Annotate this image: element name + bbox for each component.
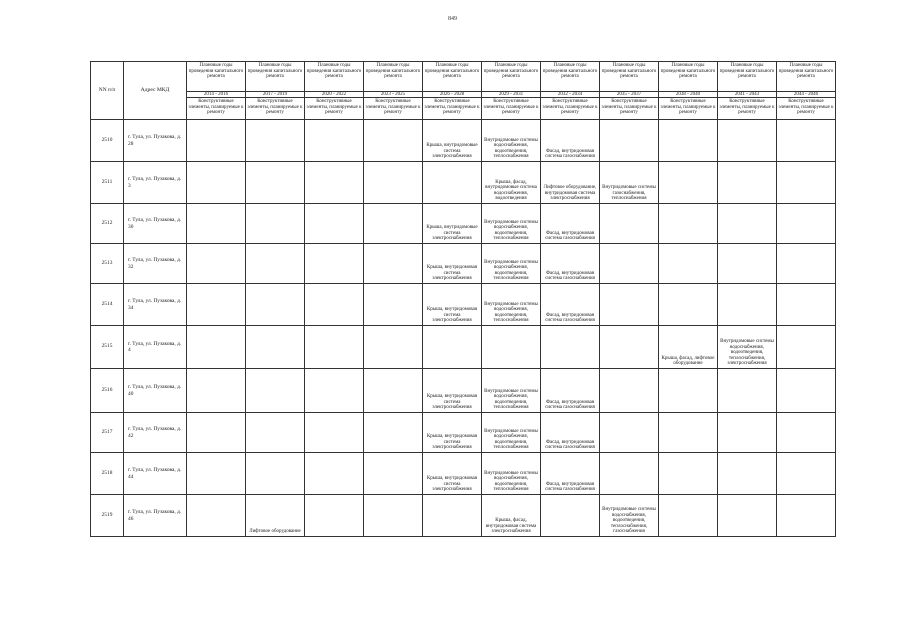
period-years: 2017 - 2019 <box>246 92 305 98</box>
repair-elements-cell: Крыша, внутридомовые система электроснабжения <box>423 120 482 162</box>
period-title: Плановые годы проведения капитального ремонта <box>777 62 836 92</box>
repair-elements-cell <box>246 413 305 453</box>
header-row-titles <box>91 62 836 92</box>
repair-elements-cell <box>600 120 659 162</box>
repair-elements-cell: Крыша, внутридомовая система электроснабжения <box>423 244 482 284</box>
repair-elements-cell <box>777 413 836 453</box>
repair-elements-cell: Фасад, внутридомовая система газоснабжения <box>541 284 600 326</box>
repair-elements-cell <box>305 453 364 495</box>
table-row <box>91 453 836 495</box>
repair-elements-cell <box>659 244 718 284</box>
repair-elements-cell <box>305 495 364 537</box>
header-row-elements <box>91 98 836 120</box>
repair-elements-cell <box>659 495 718 537</box>
repair-elements-cell <box>541 495 600 537</box>
repair-elements-cell <box>364 369 423 413</box>
repair-elements-cell: Внутридомовые системы водоснабжения, водоотведения, теплоснабжения <box>482 204 541 244</box>
repair-elements-cell <box>777 204 836 244</box>
period-elements-caption: Конструктивные элементы, планируемые к ремонту <box>423 98 482 120</box>
repair-elements-cell <box>187 453 246 495</box>
repair-elements-cell <box>718 495 777 537</box>
repair-elements-cell <box>246 369 305 413</box>
repair-elements-cell <box>777 326 836 369</box>
repair-elements-cell <box>246 204 305 244</box>
repair-elements-cell <box>659 413 718 453</box>
period-elements-caption: Конструктивные элементы, планируемые к ремонту <box>482 98 541 120</box>
nn-header: NN п/п <box>91 62 124 120</box>
table-row <box>91 284 836 326</box>
repair-elements-cell <box>364 495 423 537</box>
repair-elements-cell <box>423 326 482 369</box>
repair-elements-cell <box>187 120 246 162</box>
repair-elements-cell: Крыша, фасад, внутридомовые система водоснабжения, водоотведения <box>482 162 541 204</box>
repair-elements-cell <box>777 453 836 495</box>
period-elements-caption: Конструктивные элементы, планируемые к ремонту <box>718 98 777 120</box>
repair-elements-cell: Внутридомовые системы водоснабжения, водоотведения, теплоснабжения <box>482 413 541 453</box>
table-row <box>91 413 836 453</box>
row-number: 2516 <box>91 369 124 413</box>
table-row <box>91 204 836 244</box>
repair-elements-cell <box>718 413 777 453</box>
period-years: 2041 - 2043 <box>718 92 777 98</box>
period-title: Плановые годы проведения капитального ремонта <box>718 62 777 92</box>
repair-elements-cell <box>246 162 305 204</box>
repair-elements-cell <box>600 413 659 453</box>
repair-elements-cell <box>364 284 423 326</box>
repair-elements-cell <box>600 453 659 495</box>
row-number: 2517 <box>91 413 124 453</box>
repair-elements-cell <box>305 284 364 326</box>
repair-elements-cell <box>659 453 718 495</box>
row-address: г. Тула, ул. Пузакова, д. 30 <box>124 204 187 244</box>
period-title: Плановые годы проведения капитального ремонта <box>246 62 305 92</box>
repair-elements-cell: Внутридомовые системы водоснабжения, водоотведения, теплоснабжения <box>482 369 541 413</box>
page-number: 849 <box>448 16 457 22</box>
period-title: Плановые годы проведения капитального ремонта <box>364 62 423 92</box>
capital-repair-schedule-table <box>90 61 836 537</box>
repair-elements-cell: Фасад, внутридомовая система газоснабжения <box>541 244 600 284</box>
row-address: г. Тула, ул. Пузакова, д. 46 <box>124 495 187 537</box>
period-title: Плановые годы проведения капитального ремонта <box>482 62 541 92</box>
period-years: 2035 - 2037 <box>600 92 659 98</box>
repair-elements-cell <box>777 284 836 326</box>
repair-elements-cell: Крыша, фасад, лифтовое оборудование <box>659 326 718 369</box>
period-elements-caption: Конструктивные элементы, планируемые к ремонту <box>305 98 364 120</box>
repair-elements-cell <box>305 204 364 244</box>
period-title: Плановые годы проведения капитального ремонта <box>659 62 718 92</box>
repair-elements-cell <box>718 453 777 495</box>
table-row <box>91 369 836 413</box>
table-row <box>91 244 836 284</box>
period-title: Плановые годы проведения капитального ремонта <box>423 62 482 92</box>
period-elements-caption: Конструктивные элементы, планируемые к ремонту <box>659 98 718 120</box>
repair-elements-cell <box>777 369 836 413</box>
repair-elements-cell <box>187 326 246 369</box>
repair-elements-cell <box>600 369 659 413</box>
repair-elements-cell: Лифтовое оборудование, внутридомовая система электроснабжения <box>541 162 600 204</box>
row-address: г. Тула, ул. Пузакова, д. 4 <box>124 326 187 369</box>
repair-elements-cell: Фасад, внутридомовая система газоснабжения <box>541 204 600 244</box>
period-elements-caption: Конструктивные элементы, планируемые к ремонту <box>600 98 659 120</box>
repair-elements-cell <box>187 413 246 453</box>
repair-elements-cell <box>305 162 364 204</box>
table-row <box>91 162 836 204</box>
period-years: 2014 - 2016 <box>187 92 246 98</box>
repair-elements-cell: Внутридомовые системы водоснабжения, водоотведения, теплоснабжения <box>482 120 541 162</box>
period-elements-caption: Конструктивные элементы, планируемые к ремонту <box>541 98 600 120</box>
period-years: 2029 - 2031 <box>482 92 541 98</box>
repair-elements-cell <box>187 204 246 244</box>
repair-elements-cell: Крыша, внутридомовые система электроснабжения <box>423 204 482 244</box>
repair-elements-cell <box>246 453 305 495</box>
repair-elements-cell <box>305 413 364 453</box>
repair-elements-cell <box>364 204 423 244</box>
repair-elements-cell <box>187 495 246 537</box>
row-address: г. Тула, ул. Пузакова, д. 42 <box>124 413 187 453</box>
repair-elements-cell <box>364 244 423 284</box>
repair-elements-cell <box>659 120 718 162</box>
repair-elements-cell <box>718 244 777 284</box>
period-years: 2044 - 2046 <box>777 92 836 98</box>
repair-elements-cell <box>246 244 305 284</box>
repair-elements-cell <box>659 284 718 326</box>
period-years: 2023 - 2025 <box>364 92 423 98</box>
repair-elements-cell <box>187 244 246 284</box>
repair-elements-cell <box>541 326 600 369</box>
repair-elements-cell <box>659 204 718 244</box>
repair-elements-cell: Крыша, фасад, внутридомовая система электроснабжения <box>482 495 541 537</box>
repair-elements-cell <box>305 326 364 369</box>
period-years: 2032 - 2034 <box>541 92 600 98</box>
repair-elements-cell <box>305 120 364 162</box>
repair-elements-cell <box>600 284 659 326</box>
repair-elements-cell <box>364 326 423 369</box>
row-address: г. Тула, ул. Пузакова, д. 3 <box>124 162 187 204</box>
table-row <box>91 326 836 369</box>
period-elements-caption: Конструктивные элементы, планируемые к ремонту <box>187 98 246 120</box>
repair-elements-cell: Крыша, внутридомовая система электроснабжения <box>423 284 482 326</box>
period-title: Плановые годы проведения капитального ремонта <box>541 62 600 92</box>
repair-elements-cell <box>718 162 777 204</box>
repair-elements-cell: Внутридомовые системы газоснабжения, теплоснабжения <box>600 162 659 204</box>
row-number: 2519 <box>91 495 124 537</box>
table-row <box>91 495 836 537</box>
repair-elements-cell <box>600 204 659 244</box>
repair-elements-cell <box>718 369 777 413</box>
repair-elements-cell <box>246 326 305 369</box>
row-address: г. Тула, ул. Пузакова, д. 40 <box>124 369 187 413</box>
repair-elements-cell: Фасад, внутридомовая система газоснабжения <box>541 120 600 162</box>
address-header: Адрес МКД <box>124 62 187 120</box>
period-years: 2026 - 2028 <box>423 92 482 98</box>
repair-elements-cell: Внутридомовые системы водоснабжения, водоотведения, теплоснабжения <box>482 244 541 284</box>
repair-elements-cell: Фасад, внутридомовая система газоснабжения <box>541 453 600 495</box>
repair-elements-cell <box>718 204 777 244</box>
repair-elements-cell <box>305 369 364 413</box>
period-years: 2020 - 2022 <box>305 92 364 98</box>
repair-elements-cell <box>187 369 246 413</box>
repair-elements-cell <box>600 326 659 369</box>
row-address: г. Тула, ул. Пузакова, д. 44 <box>124 453 187 495</box>
period-elements-caption: Конструктивные элементы, планируемые к ремонту <box>364 98 423 120</box>
row-number: 2515 <box>91 326 124 369</box>
repair-elements-cell <box>659 162 718 204</box>
repair-elements-cell <box>423 162 482 204</box>
period-title: Плановые годы проведения капитального ремонта <box>600 62 659 92</box>
repair-elements-cell: Внутридомовые системы водоснабжения, водоотведения, теплоснабжения <box>482 284 541 326</box>
repair-elements-cell: Крыша, внутридомовая система электроснабжения <box>423 413 482 453</box>
repair-elements-cell <box>187 284 246 326</box>
repair-elements-cell <box>246 284 305 326</box>
repair-elements-cell <box>246 120 305 162</box>
row-number: 2511 <box>91 162 124 204</box>
period-title: Плановые годы проведения капитального ремонта <box>305 62 364 92</box>
repair-elements-cell: Крыша, внутридомовая система электроснабжения <box>423 453 482 495</box>
repair-elements-cell <box>482 326 541 369</box>
repair-elements-cell <box>364 413 423 453</box>
repair-elements-cell <box>777 244 836 284</box>
repair-elements-cell <box>600 244 659 284</box>
repair-elements-cell: Внутридомовые системы водоснабжения, водоотведения, теплоснабжения, газоснабжения <box>600 495 659 537</box>
repair-elements-cell <box>718 120 777 162</box>
row-number: 2510 <box>91 120 124 162</box>
repair-elements-cell <box>305 244 364 284</box>
repair-elements-cell <box>777 495 836 537</box>
period-title: Плановые годы проведения капитального ремонта <box>187 62 246 92</box>
row-number: 2518 <box>91 453 124 495</box>
row-number: 2514 <box>91 284 124 326</box>
period-elements-caption: Конструктивные элементы, планируемые к ремонту <box>246 98 305 120</box>
repair-elements-cell: Лифтовое оборудование <box>246 495 305 537</box>
row-number: 2513 <box>91 244 124 284</box>
table-row <box>91 120 836 162</box>
period-years: 2038 - 2040 <box>659 92 718 98</box>
row-address: г. Тула, ул. Пузакова, д. 32 <box>124 244 187 284</box>
period-elements-caption: Конструктивные элементы, планируемые к ремонту <box>777 98 836 120</box>
repair-elements-cell: Крыша, внутридомовая система электроснабжения <box>423 369 482 413</box>
repair-elements-cell <box>777 120 836 162</box>
repair-elements-cell <box>364 162 423 204</box>
repair-elements-cell: Фасад, внутридомовая система газоснабжения <box>541 413 600 453</box>
repair-elements-cell: Фасад, внутридомовая система газоснабжения <box>541 369 600 413</box>
repair-elements-cell <box>659 369 718 413</box>
repair-elements-cell <box>423 495 482 537</box>
row-number: 2512 <box>91 204 124 244</box>
repair-elements-cell <box>777 162 836 204</box>
repair-elements-cell: Внутридомовые системы водоснабжения, водоотведения, теплоснабжения, электроснабжения <box>718 326 777 369</box>
repair-elements-cell: Внутридомовые системы водоснабжения, водоотведения, теплоснабжения <box>482 453 541 495</box>
repair-elements-cell <box>364 120 423 162</box>
row-address: г. Тула, ул. Пузакова, д. 34 <box>124 284 187 326</box>
repair-elements-cell <box>718 284 777 326</box>
repair-elements-cell <box>364 453 423 495</box>
repair-elements-cell <box>187 162 246 204</box>
row-address: г. Тула, ул. Пузакова, д. 28 <box>124 120 187 162</box>
